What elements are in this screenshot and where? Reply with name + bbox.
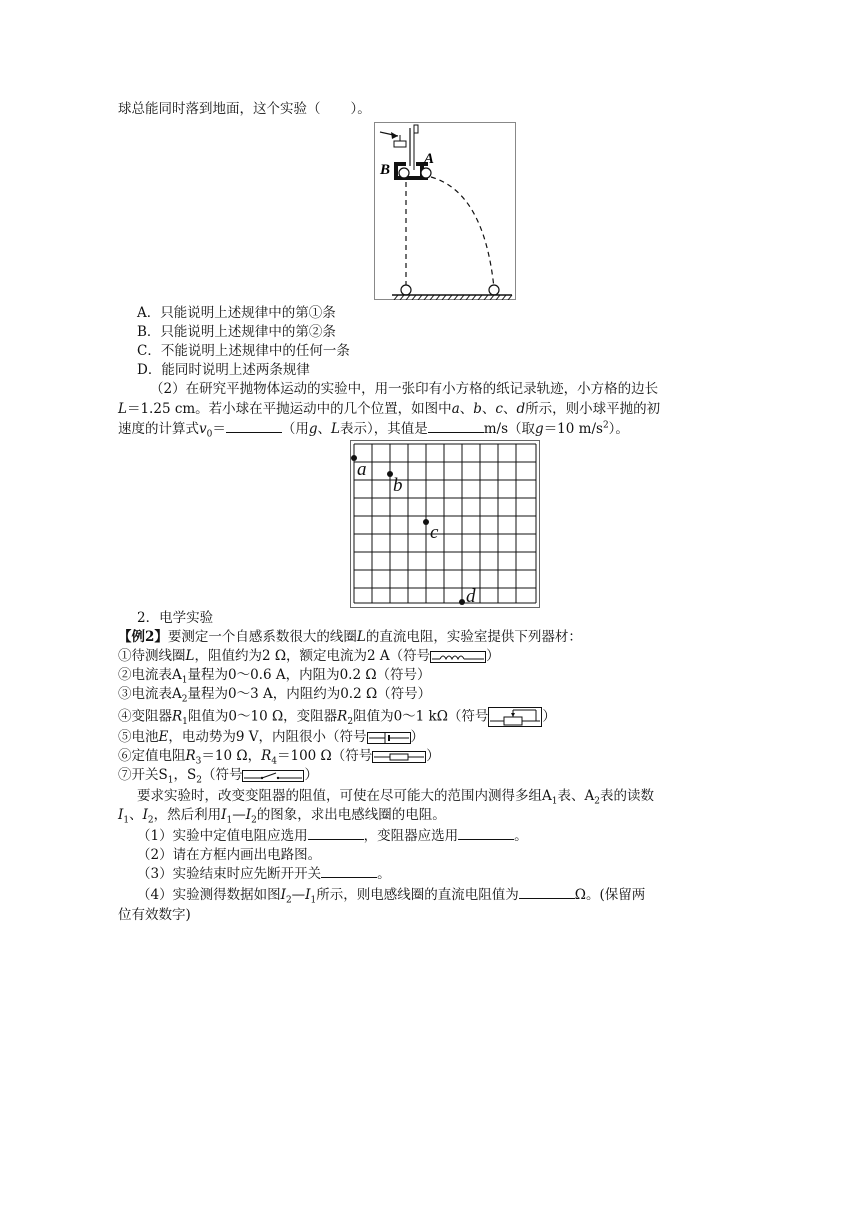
option-c: C．不能说明上述规律中的任何一条 bbox=[137, 343, 350, 359]
option-d: D．能同时说明上述两条规律 bbox=[137, 362, 310, 378]
q2-line2: L＝1.25 cm。若小球在平抛运动中的几个位置，如图中a、b、c、d所示，则小球平抛的初 bbox=[118, 401, 661, 417]
sub-question-4: （4）实验测得数据如图$I_2—I_1$所示，则电感线圈的直流电阻值为 Ω。(保留两 bbox=[137, 887, 646, 906]
grid-label-c: c bbox=[430, 522, 439, 543]
item-1: ①待测线圈L，阻值约为2 Ω，额定电流为2 A（符号 ） bbox=[118, 648, 500, 664]
label-B: B bbox=[380, 162, 391, 178]
q1-stem-line bbox=[118, 100, 371, 118]
grid-label-b: b bbox=[393, 475, 403, 496]
item-7: ⑦开关$S_1$，$S_2$（符号 ） bbox=[118, 767, 318, 786]
sub-question-1: （1）实验中定值电阻应选用 ，变阻器应选用 。 bbox=[137, 828, 528, 844]
point-d bbox=[459, 599, 465, 605]
sub-question-3: （3）实验结束时应先断开开关 。 bbox=[137, 866, 391, 882]
q1-stem-tail: ）。 bbox=[350, 101, 371, 117]
trajectory-grid-figure bbox=[350, 440, 540, 608]
grid-label-a: a bbox=[357, 459, 367, 480]
option-a: A．只能说明上述规律中的第①条 bbox=[137, 305, 336, 321]
label-A: A bbox=[424, 151, 435, 167]
option-b: B．只能说明上述规律中的第②条 bbox=[137, 324, 336, 340]
item-5: ⑤电池E，电动势为9 V，内阻很小（符号 ） bbox=[118, 729, 424, 745]
q1-stem-head: 球总能同时落到地面，这个实验（ bbox=[118, 101, 321, 117]
inductor-symbol-icon bbox=[430, 651, 486, 663]
item-2: ②电流表$A_1$量程为0～0.6 A，内阻为0.2 Ω（符号） bbox=[118, 667, 431, 686]
resistor-symbol-icon bbox=[372, 751, 426, 763]
projectile-apparatus-figure bbox=[374, 122, 516, 300]
answer-blank-switch bbox=[321, 865, 377, 878]
grid-label-d: d bbox=[466, 586, 476, 607]
point-c bbox=[423, 519, 429, 525]
switch-symbol-icon bbox=[242, 770, 304, 782]
answer-blank-formula bbox=[226, 420, 282, 433]
answer-blank-resistance bbox=[519, 886, 575, 899]
section-2-title: 2．电学实验 bbox=[137, 610, 214, 626]
requirement-line1: 要求实验时，改变变阻器的阻值，可使在尽可能大的范围内测得多组$A_1$表、$A_2$表的读数 bbox=[137, 788, 654, 807]
item-3: ③电流表$A_2$量程为0～3 A，内阻约为0.2 Ω（符号） bbox=[118, 686, 432, 705]
q2-line1: （2）在研究平抛物体运动的实验中，用一张印有小方格的纸记录轨迹，小方格的边长 bbox=[150, 381, 659, 397]
sub-question-4-cont: 位有效数字) bbox=[118, 907, 191, 923]
battery-symbol-icon bbox=[367, 732, 411, 744]
requirement-line2: $I_1$、$I_2$，然后利用$I_1—I_2$的图象，求出电感线圈的电阻。 bbox=[118, 807, 446, 826]
answer-blank-resistor bbox=[308, 827, 364, 840]
grid-svg bbox=[350, 440, 540, 608]
example-2-line: 【例2】要测定一个自感系数很大的线圈L的直流电阻，实验室提供下列器材： bbox=[118, 629, 582, 645]
apparatus-svg bbox=[374, 122, 516, 300]
answer-blank-rheostat bbox=[458, 827, 514, 840]
sub-question-2: （2）请在方框内画出电路图。 bbox=[137, 847, 322, 863]
q2-line3: 速度的计算式$v_0=$ （用g、L表示），其值是 m/s（取g＝10 $m/s^2$）。 bbox=[118, 420, 629, 440]
item-6: ⑥定值电阻$R_3=10$ Ω，$R_4=100$ Ω（符号 ） bbox=[118, 748, 440, 767]
rheostat-symbol-icon bbox=[488, 707, 542, 727]
example-label: 【例2】 bbox=[118, 629, 168, 645]
item-4: ④变阻器$R_1$阻值为0～10 Ω，变阻器$R_2$阻值为0～1 kΩ（符号 ） bbox=[118, 708, 556, 728]
answer-blank-value bbox=[428, 420, 484, 433]
